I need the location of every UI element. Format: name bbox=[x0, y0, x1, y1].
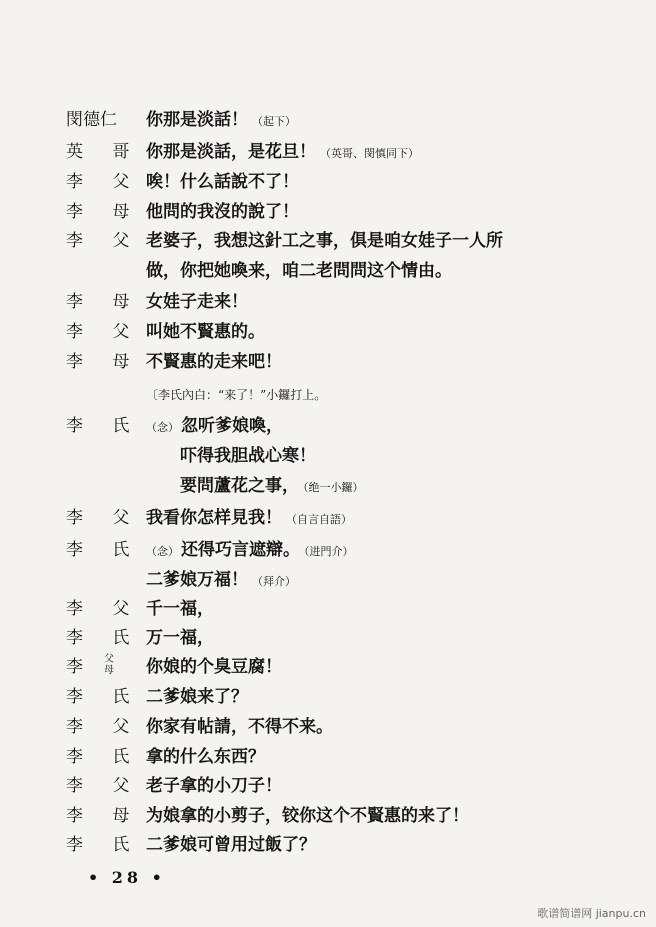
stage-direction: 〔李氏內白：“来了！”小鑼打上。 bbox=[146, 388, 327, 402]
speech-text bbox=[146, 626, 214, 650]
speech-text bbox=[146, 506, 352, 532]
stage-note: （起下） bbox=[252, 115, 296, 128]
speaker-label: 李 母 bbox=[66, 292, 142, 312]
speech-text bbox=[146, 350, 282, 374]
speaker-name bbox=[66, 108, 136, 132]
speech-text bbox=[146, 259, 452, 283]
speaker-label: 李 氏 bbox=[66, 540, 142, 560]
speaker-label: 李 母 bbox=[66, 202, 142, 222]
speech-words: 千一福， bbox=[146, 599, 214, 619]
speaker-name bbox=[66, 414, 142, 438]
speech-text bbox=[146, 833, 316, 857]
speech-text bbox=[146, 108, 296, 134]
speech-words: 老子拿的小刀子！ bbox=[146, 776, 282, 796]
speech-words: 做，你把她喚来，咱二老問問这个情由。 bbox=[146, 261, 452, 281]
speech-text bbox=[146, 774, 282, 798]
speaker-name bbox=[66, 140, 142, 164]
speech-words: 忽听爹娘喚， bbox=[181, 416, 283, 436]
speech-words: 为娘拿的小剪子，铰你这个不賢惠的来了！ bbox=[146, 806, 469, 826]
cue-marker: （念） bbox=[146, 421, 179, 434]
speech-text bbox=[146, 290, 248, 314]
speaker-label: 李 父 bbox=[66, 508, 142, 528]
stage-note: （自言自語） bbox=[286, 513, 352, 526]
speech-text bbox=[146, 745, 265, 769]
speech-text bbox=[146, 538, 354, 564]
speech-words: 我看你怎样見我！ bbox=[146, 508, 282, 528]
speech-words: 他問的我沒的說了！ bbox=[146, 202, 299, 222]
speaker-name bbox=[66, 290, 142, 314]
speech-words: 女娃子走来！ bbox=[146, 292, 248, 312]
speech-text bbox=[146, 200, 299, 224]
speaker-name bbox=[66, 774, 142, 798]
speech-words: 二爹娘万福！ bbox=[146, 570, 248, 590]
speech-text bbox=[146, 170, 299, 194]
speaker-label: 李 氏 bbox=[66, 687, 142, 707]
speaker-label: 李 氏 bbox=[66, 747, 142, 767]
stage-note: （绝一小鑼） bbox=[303, 481, 364, 494]
speaker-label: 李 父 bbox=[66, 717, 142, 737]
speech-words: 还得巧言遮辯。 bbox=[181, 540, 300, 560]
speech-words: 唉！什么話說不了！ bbox=[146, 172, 299, 192]
speech-text bbox=[146, 715, 333, 739]
speaker-stack-bottom: 母 bbox=[104, 665, 126, 676]
speaker-name bbox=[66, 200, 142, 224]
speech-words: 万一福， bbox=[146, 628, 214, 648]
speech-text bbox=[146, 320, 265, 344]
speaker-name bbox=[66, 833, 142, 857]
speaker-name bbox=[66, 655, 136, 679]
speaker-name bbox=[66, 538, 142, 562]
speaker-label: 李 父 bbox=[66, 322, 142, 342]
speaker-label: 閔德仁 bbox=[66, 110, 117, 130]
speaker-label: 李 父 bbox=[66, 231, 142, 251]
speech-words: 二爹娘可曾用过飯了？ bbox=[146, 835, 316, 855]
speaker-label: 李 bbox=[66, 657, 95, 677]
speaker-name bbox=[66, 685, 142, 709]
speech-text bbox=[146, 414, 283, 440]
speech-text bbox=[146, 229, 503, 253]
speech-words: 二爹娘来了？ bbox=[146, 687, 248, 707]
speaker-label: 李 氏 bbox=[66, 416, 142, 436]
stage-note: （进門介） bbox=[304, 545, 354, 558]
speech-words: 要問蘆花之事， bbox=[180, 476, 299, 496]
speech-text bbox=[146, 685, 248, 709]
speech-words: 拿的什么东西？ bbox=[146, 747, 265, 767]
speaker-name bbox=[66, 745, 142, 769]
speaker-label: 李 氏 bbox=[66, 628, 142, 648]
speech-words: 你娘的个臭豆腐！ bbox=[146, 657, 282, 677]
speaker-label: 李 父 bbox=[66, 172, 142, 192]
speech-words: 你那是淡話，是花旦！ bbox=[146, 142, 316, 162]
stage-note: （英哥、閔慎同下） bbox=[320, 147, 419, 160]
speech-text bbox=[180, 474, 364, 500]
page-number: • 28 • bbox=[88, 868, 166, 887]
speech-words: 吓得我胆战心寒！ bbox=[180, 446, 316, 466]
speaker-label: 李 父 bbox=[66, 599, 142, 619]
cue-marker: （念） bbox=[146, 545, 179, 558]
speaker-label: 英 哥 bbox=[66, 142, 142, 162]
speech-words: 老婆子，我想这針工之事，俱是咱女娃子一人所 bbox=[146, 231, 503, 251]
speaker-name bbox=[66, 597, 142, 621]
speaker-name bbox=[66, 715, 142, 739]
speech-words: 你家有帖請，不得不来。 bbox=[146, 717, 333, 737]
speaker-name bbox=[66, 350, 142, 374]
speaker-name bbox=[66, 626, 142, 650]
speaker-name bbox=[66, 320, 142, 344]
speech-words: 叫她不賢惠的。 bbox=[146, 322, 265, 342]
speaker-name bbox=[66, 170, 142, 194]
speaker-name bbox=[66, 229, 142, 253]
speech-text bbox=[146, 804, 469, 828]
watermark: 歌谱简谱网 jianpu.cn bbox=[537, 907, 646, 920]
speaker-name bbox=[66, 804, 142, 828]
speech-text bbox=[146, 568, 296, 594]
speaker-label: 李 父 bbox=[66, 776, 142, 796]
speaker-stack-top: 父 bbox=[104, 654, 126, 665]
stage-note: （拜介） bbox=[252, 575, 296, 588]
speech-words: 不賢惠的走来吧！ bbox=[146, 352, 282, 372]
speech-text bbox=[146, 140, 419, 166]
speech-words: 你那是淡話！ bbox=[146, 110, 248, 130]
speaker-label: 李 氏 bbox=[66, 835, 142, 855]
speaker-name bbox=[66, 506, 142, 530]
speech-text bbox=[146, 655, 282, 679]
speaker-label: 李 母 bbox=[66, 352, 142, 372]
speech-text bbox=[146, 597, 214, 621]
speech-text bbox=[180, 444, 316, 468]
speaker-label: 李 母 bbox=[66, 806, 142, 826]
